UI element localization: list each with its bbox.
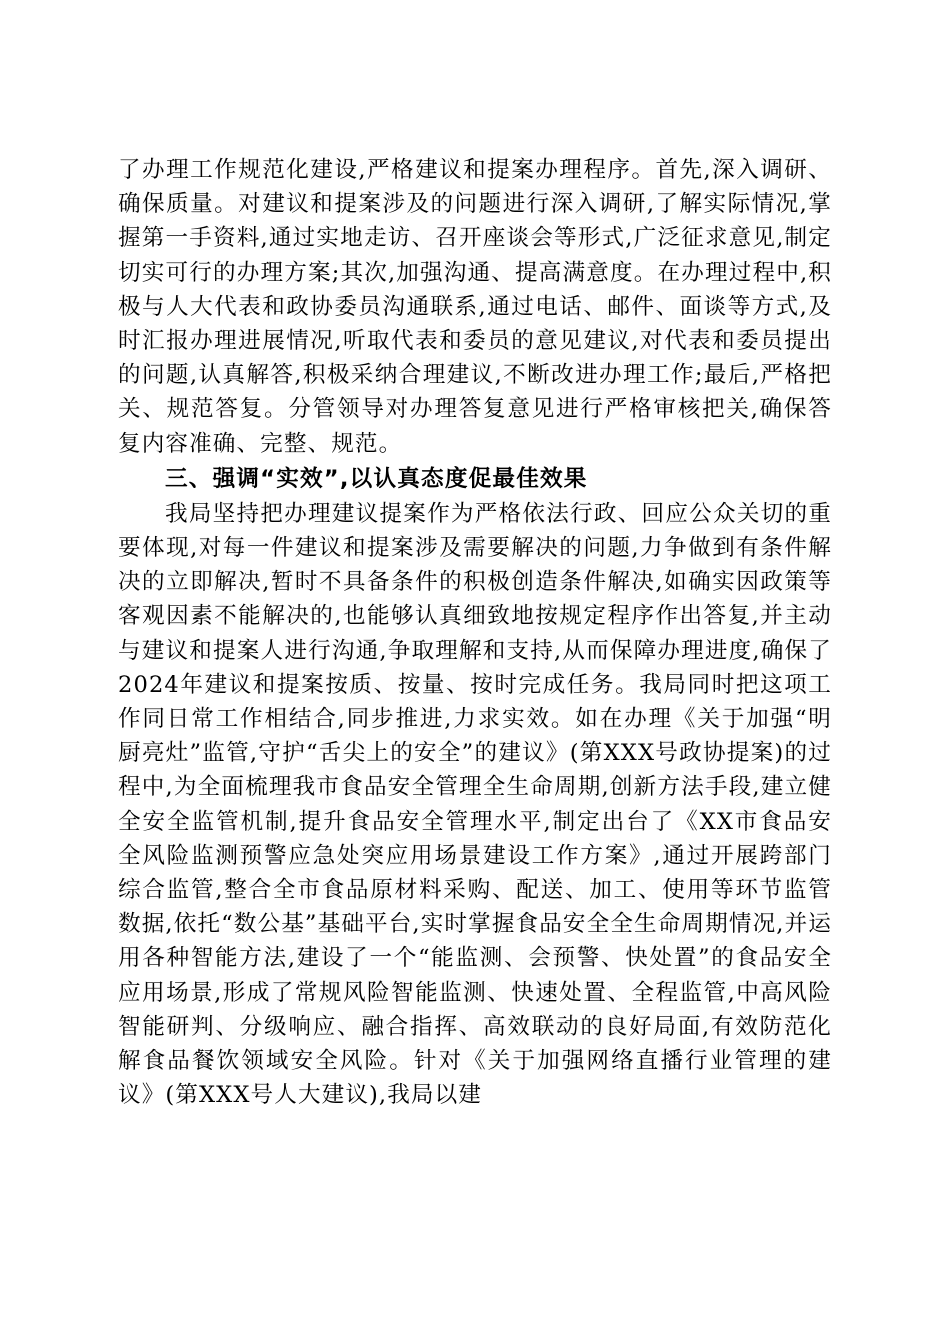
paragraph-body: 我局坚持把办理建议提案作为严格依法行政、回应公众关切的重要体现,对每一件建议和提案涉及需要解决的问题,力争做到有条件解决的立即解决,暂时不具备条件的积极创造条件解决,如确实因政策等客观因素不能解决的,也能够认真细致地按规定程序作出答复,并主动与建议和提案人进行沟通,争取理解和支持,从而保障办理进度,确保了2024年建议和提案按质、按量、按时完成任务。我局同时把这项工作同日常工作相结合,同步推进,力求实效。如在办理《关于加强“明厨亮灶”监管,守护“舌尖上的安全”的建议》(第XXX号政协提案)的过程中,为全面梳理我市食品安全管理全生命周期,创新方法手段,建立健全安全监管机制,提升食品安全管理水平,制定出台了《XX市食品安全风险监测预警应急处突应用场景建设工作方案》,通过开展跨部门综合监管,整合全市食品原材料采购、配送、加工、使用等环节监管数据,依托“数公基”基础平台,实时掌握食品安全全生命周期情况,并运用各种智能方法,建设了一个“能监测、会预警、快处置”的食品安全应用场景,形成了常规风险智能监测、快速处置、全程监管,中高风险智能研判、分级响应、融合指挥、高效联动的良好局面,有效防范化解食品餐饮领域安全风险。针对《关于加强网络直播行业管理的建议》(第XXX号人大建议),我局以建: [118, 500, 832, 1109]
paragraph-continued: 了办理工作规范化建设,严格建议和提案办理程序。首先,深入调研、确保质量。对建议和提案涉及的问题进行深入调研,了解实际情况,掌握第一手资料,通过实地走访、召开座谈会等形式,广泛征求意见,制定切实可行的办理方案;其次,加强沟通、提高满意度。在办理过程中,积极与人大代表和政协委员沟通联系,通过电话、邮件、面谈等方式,及时汇报办理进展情况,听取代表和委员的意见建议,对代表和委员提出的问题,认真解答,积极采纳合理建议,不断改进办理工作;最后,严格把关、规范答复。分管领导对办理答复意见进行严格审核把关,确保答复内容准确、完整、规范。: [118, 157, 832, 457]
section-heading: 三、强调“实效”,以认真态度促最佳效果: [165, 465, 588, 492]
document-page: [118, 153, 832, 1112]
